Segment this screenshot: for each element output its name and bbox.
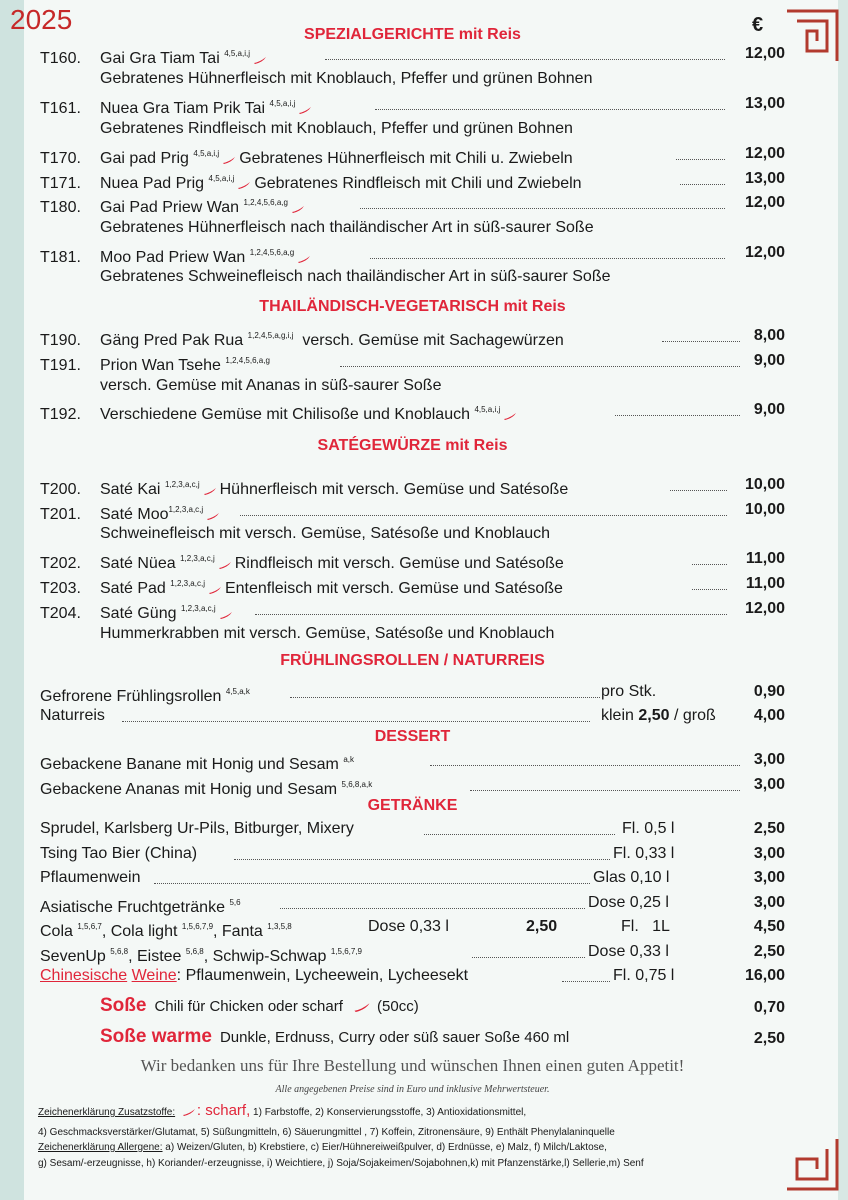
item-name: Gai pad Prig [100, 150, 189, 167]
item-allergens: 1,2,4,5,6,a,g [243, 198, 288, 207]
menu-item [40, 398, 785, 422]
leader-dots [472, 957, 585, 958]
sauce-amount: (50cc) [377, 998, 419, 1015]
item-price: 2,50 [753, 943, 785, 960]
sauce-title: Soße warme [100, 1026, 212, 1047]
item-allergens: 1,5,6,7,9 [330, 947, 362, 956]
sauce-item [100, 1026, 785, 1048]
menu-item-cola [40, 915, 785, 939]
item-name: : Pflaumenwein, Lycheewein, Lycheesekt [176, 967, 469, 984]
item-price: 13,00 [744, 170, 785, 187]
chili-icon [353, 1002, 371, 1012]
section-heading-special: SPEZIALGERICHTE mit Reis [304, 26, 521, 43]
menu-item [40, 498, 785, 522]
sauce-price: 0,70 [753, 999, 785, 1016]
item-allergens: 5,6,8,a,k [341, 780, 373, 789]
item-name: , Eistee [128, 948, 182, 965]
item-name: Saté Moo [100, 506, 169, 523]
menu-item [40, 773, 785, 797]
sauce-item [100, 995, 785, 1017]
item-name: Gäng Pred Pak Rua [100, 332, 244, 349]
menu-item [40, 572, 785, 596]
leader-dots [280, 908, 585, 909]
chili-icon [291, 205, 305, 213]
item-allergens: a,k [343, 755, 354, 764]
leader-dots [615, 415, 740, 416]
item-price: 12,00 [744, 145, 785, 162]
sauce-description: Dunkle, Erdnuss, Curry oder süß sauer Soße 460 ml [219, 1029, 570, 1046]
item-size: Dose 0,25 l [588, 894, 669, 911]
item-allergens: 1,2,3,a,c,j [164, 480, 200, 489]
item-code: T202. [40, 555, 81, 572]
chili-icon [218, 561, 232, 569]
legend-additives [38, 1104, 798, 1120]
chili-icon [297, 255, 311, 263]
leader-dots [370, 258, 725, 259]
chili-icon [222, 156, 236, 164]
item-code: T171. [40, 175, 81, 192]
item-allergens: 1,2,3,a,c,j [180, 554, 215, 563]
leader-dots [234, 859, 610, 860]
item-description: Gebratenes Schweinefleisch nach thailändischer Art in süß-saurer Soße [100, 268, 611, 285]
item-name: Chinesische [40, 967, 128, 984]
item-size: pro Stk. [601, 683, 657, 700]
item-price: 0,90 [753, 683, 785, 700]
item-description: Gebratenes Hühnerfleisch mit Chili u. Zwiebeln [239, 150, 573, 167]
item-allergens: 1,2,4,5,a,g,i,j [247, 331, 294, 340]
item-code: T192. [40, 406, 81, 423]
item-allergens: 1,2,3,a,c,j [180, 604, 216, 613]
section-heading-rolls: FRÜHLINGSROLLEN / NATURREIS [280, 652, 545, 669]
item-name: Nuea Gra Tiam Prik Tai [100, 100, 266, 117]
item-code: T200. [40, 481, 81, 498]
item-description: Gebratenes Hühnerfleisch nach thailändischer Art in süß-saurer Soße [100, 219, 594, 236]
legend-title: Zeichenerklärung Zusatzstoffe: [38, 1107, 176, 1118]
item-code: T203. [40, 580, 81, 597]
item-price: 3,00 [753, 869, 785, 886]
item-allergens: 5,6,8 [185, 947, 204, 956]
leader-dots [670, 490, 727, 491]
item-price: 10,00 [744, 501, 785, 518]
leader-dots [360, 208, 725, 209]
item-code: T190. [40, 332, 81, 349]
menu-item [40, 92, 785, 116]
item-size: Dose 0,33 l [588, 943, 669, 960]
right-border [838, 0, 848, 1200]
item-name: Weine [131, 967, 177, 984]
item-code: T180. [40, 199, 81, 216]
item-allergens: 1,5,6,7 [77, 922, 102, 931]
leader-dots [470, 790, 740, 791]
item-allergens: 5,6,8 [110, 947, 129, 956]
leader-dots [122, 721, 590, 722]
item-size: Fl. 0,75 l [613, 967, 675, 984]
item-allergens: 4,5,a,i,j [474, 405, 501, 414]
item-name: Asiatische Fruchtgetränke [40, 899, 225, 916]
thank-you-note: Wir bedanken uns für Ihre Bestellung und wünschen Ihnen einen guten Appetit! [140, 1056, 685, 1075]
chili-icon [298, 106, 312, 114]
item-price: 3,00 [753, 776, 785, 793]
item-code: T170. [40, 150, 81, 167]
leader-dots [255, 614, 727, 615]
legend-additives-2: 4) Geschmacksverstärker/Glutamat, 5) Süßungmitteln, 6) Säuerungmittel , 7) Koffein, Zitronensäure, 9) Enthält Phenylalaninquelle [38, 1127, 615, 1138]
item-name: Tsing Tao Bier (China) [40, 845, 198, 862]
item-price: 4,50 [753, 918, 785, 935]
legend-scharf: : scharf, [196, 1102, 251, 1119]
chili-icon [203, 487, 217, 495]
item-price: 12,00 [744, 45, 785, 62]
leader-dots [325, 59, 725, 60]
menu-item [40, 473, 785, 497]
item-name: , Fanta [213, 923, 263, 940]
leader-dots [375, 109, 725, 110]
item-price: 9,00 [753, 401, 785, 418]
legend-allergens-2: g) Sesam/-erzeugnisse, h) Koriander/-erzeugnisse, i) Weichtiere, j) Soja/Sojakeimen/Sojabohnen,k) mit Pfanzenstärke,l) Sellerie,m) Senf [38, 1158, 644, 1169]
legend-text: 1) Farbstoffe, 2) Konservierungsstoffe, 3) Antioxidationsmittel, [250, 1107, 527, 1118]
item-price: 2,50 [526, 918, 558, 935]
item-name: Nuea Pad Prig [100, 175, 205, 192]
item-size: Fl. 0,33 l [613, 845, 675, 862]
item-name: Saté Güng [100, 605, 177, 622]
item-price: 11,00 [745, 550, 785, 567]
leader-dots [424, 834, 615, 835]
item-name: Verschiedene Gemüse mit Chilisoße und Knoblauch [100, 406, 470, 423]
item-name: Gai Gra Tiam Tai [100, 50, 220, 67]
item-size: Fl. 0,5 l [622, 820, 675, 837]
menu-item-sevenup [40, 940, 785, 964]
item-allergens: 1,2,3,a,c,j [170, 579, 205, 588]
menu-item [40, 241, 785, 265]
item-price-small: 2,50 [638, 707, 670, 724]
leader-dots [692, 564, 727, 565]
item-description: Gebratenes Hühnerfleisch mit Knoblauch, Pfeffer und grünen Bohnen [100, 70, 593, 87]
chili-icon [182, 1108, 196, 1116]
item-code: T191. [40, 357, 81, 374]
menu-item [40, 680, 785, 704]
menu-item [40, 324, 785, 348]
leader-dots [692, 589, 727, 590]
item-code: T201. [40, 506, 81, 523]
menu-item [40, 748, 785, 772]
chili-icon [503, 412, 517, 420]
item-code: T160. [40, 50, 81, 67]
item-description: Hummerkrabben mit versch. Gemüse, Satésoße und Knoblauch [100, 625, 555, 642]
section-heading-veg: THAILÄNDISCH-VEGETARISCH mit Reis [259, 298, 566, 315]
item-price: 12,00 [744, 194, 785, 211]
item-allergens: 4,5,a,i,j [269, 99, 296, 108]
item-description: versch. Gemüse mit Ananas in süß-saurer Soße [100, 377, 442, 394]
sauce-price: 2,50 [753, 1030, 785, 1047]
item-size: Dose 0,33 l [368, 918, 449, 935]
item-allergens: 4,5,a,i,j [224, 49, 250, 58]
sauce-title: Soße [100, 995, 147, 1016]
item-price: 4,00 [753, 707, 785, 724]
leader-dots [430, 765, 740, 766]
item-description: Entenfleisch mit versch. Gemüse und Satésoße [224, 580, 563, 597]
menu-item [40, 42, 785, 66]
section-heading-drinks: GETRÄNKE [367, 797, 458, 814]
leader-dots [240, 515, 727, 516]
tax-note: Alle angegebenen Preise sind in Euro und inklusive Mehrwertsteuer. [275, 1084, 550, 1095]
item-description: Schweinefleisch mit versch. Gemüse, Satésoße und Knoblauch [100, 525, 551, 542]
item-name: , Schwip-Schwap [203, 948, 327, 965]
item-allergens: 4,5,a,k [225, 687, 250, 696]
menu-item [40, 704, 785, 728]
menu-item-wine [40, 964, 785, 988]
section-heading-sate: SATÉGEWÜRZE mit Reis [317, 437, 508, 454]
chili-icon [208, 586, 222, 594]
item-price: 16,00 [744, 967, 785, 984]
legend-title: Zeichenerklärung Allergene: [38, 1142, 163, 1153]
currency-symbol: € [752, 14, 764, 36]
legend-text: a) Weizen/Gluten, b) Krebstiere, c) Eier/Hühnereiweißpulver, d) Erdnüsse, e) Malz, f) Milch/Laktose, [162, 1142, 607, 1153]
leader-dots [290, 697, 600, 698]
leader-dots [676, 159, 725, 160]
item-name: Gai Pad Priew Wan [100, 199, 240, 216]
item-allergens: 1,3,5,8 [267, 922, 292, 931]
item-price: 3,00 [753, 751, 785, 768]
leader-dots [680, 184, 725, 185]
item-price: 3,00 [753, 845, 785, 862]
item-allergens: 1,2,3,a,c,j [168, 505, 204, 514]
item-name: Gebackene Banane mit Honig und Sesam [40, 756, 339, 773]
menu-item [40, 547, 785, 571]
item-description: Rindfleisch mit versch. Gemüse und Satésoße [234, 555, 564, 572]
item-allergens: 5,6 [229, 898, 241, 907]
item-size: klein [601, 707, 634, 724]
item-name: Saté Nüea [100, 555, 176, 572]
leader-dots [662, 341, 740, 342]
item-name: Pflaumenwein [40, 869, 141, 886]
item-price: 8,00 [753, 327, 785, 344]
item-allergens: 1,2,4,5,6,a,g [225, 356, 270, 365]
item-name: Cola [40, 923, 73, 940]
item-name: Moo Pad Priew Wan [100, 249, 246, 266]
item-allergens: 1,2,4,5,6,a,g [249, 248, 295, 257]
menu-item [40, 349, 785, 373]
menu-item [40, 891, 785, 915]
leader-dots [562, 981, 610, 982]
item-price: 11,00 [745, 575, 785, 592]
item-price: 13,00 [744, 95, 785, 112]
legend-allergens [38, 1141, 798, 1155]
item-code: T181. [40, 249, 81, 266]
item-size: Glas 0,10 l [593, 869, 670, 886]
item-name: Sprudel, Karlsberg Ur-Pils, Bitburger, Mixery [40, 820, 354, 837]
section-heading-dessert: DESSERT [374, 728, 451, 745]
item-price: 9,00 [753, 352, 785, 369]
item-size: Fl. 1L [621, 918, 670, 935]
item-description: Gebratenes Rindfleisch mit Knoblauch, Pfeffer und grünen Bohnen [100, 120, 573, 137]
item-name: Gebackene Ananas mit Honig und Sesam [40, 781, 338, 798]
menu-item [40, 142, 785, 166]
item-price: 10,00 [744, 476, 785, 493]
menu-item [40, 597, 785, 621]
menu-item [40, 817, 785, 841]
leader-dots [340, 366, 740, 367]
chili-icon [253, 56, 267, 64]
chili-icon [206, 512, 220, 520]
item-name: , Cola light [101, 923, 178, 940]
item-price: 2,50 [753, 820, 785, 837]
menu-item [40, 191, 785, 215]
sauce-description: Chili für Chicken oder scharf [154, 998, 343, 1015]
item-code: T204. [40, 605, 81, 622]
item-name: Prion Wan Tsehe [100, 357, 221, 374]
item-name: Gefrorene Frühlingsrollen [40, 688, 222, 705]
chili-icon [237, 181, 251, 189]
item-allergens: 1,5,6,7,9 [181, 922, 214, 931]
chili-icon [219, 611, 233, 619]
leader-dots [154, 883, 590, 884]
menu-item [40, 866, 785, 890]
left-border [0, 0, 24, 1200]
item-size: / groß [673, 707, 716, 724]
item-price: 12,00 [744, 244, 785, 261]
item-allergens: 4,5,a,i,j [193, 149, 220, 158]
item-description: versch. Gemüse mit Sachagewürzen [302, 332, 564, 349]
item-allergens: 4,5,a,i,j [208, 174, 235, 183]
item-price: 12,00 [744, 600, 785, 617]
item-description: Hühnerfleisch mit versch. Gemüse und Satésoße [219, 481, 569, 498]
item-code: T161. [40, 100, 81, 117]
year-label: 2025 [10, 4, 73, 35]
item-name: Saté Pad [100, 580, 166, 597]
item-name: Saté Kai [100, 481, 161, 498]
item-price: 3,00 [753, 894, 785, 911]
ornament-corner-icon [782, 6, 842, 66]
menu-item [40, 167, 785, 191]
item-name: SevenUp [40, 948, 106, 965]
item-name: Naturreis [40, 707, 105, 724]
item-description: Gebratenes Rindfleisch mit Chili und Zwiebeln [254, 175, 582, 192]
menu-item [40, 842, 785, 866]
